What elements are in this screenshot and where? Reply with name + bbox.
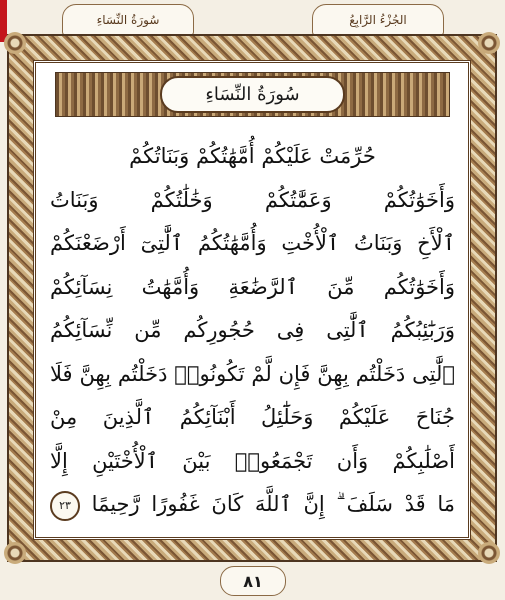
page-number: ٨١ bbox=[220, 566, 286, 596]
verse-line: حُرِّمَتْ عَلَيْكُمْ أُمَّهَٰتُكُمْ وَبَنَاتُكُمْ bbox=[129, 144, 376, 168]
verse-line: وَرَبَٰٓئِبُكُمُ ٱلَّٰتِى فِى حُجُورِكُم مِّن نِّسَآئِكُمُ bbox=[50, 318, 455, 342]
verse-line-last bbox=[50, 483, 455, 527]
frame-corner-ornament-top-left bbox=[4, 32, 26, 54]
verse-line: جُنَاحَ عَلَيْكُمْ وَحَلَٰٓئِلُ أَبْنَآئِكُمُ ٱلَّذِينَ مِنْ bbox=[50, 405, 455, 429]
frame-corner-ornament-bottom-right bbox=[478, 542, 500, 564]
verse-line: ٱلْأَخِ وَبَنَاتُ ٱلْأُخْتِ وَأُمَّهَٰتُكُمُ ٱلَّٰتِىٓ أَرْضَعْنَكُمْ bbox=[50, 231, 455, 255]
verse-text bbox=[50, 135, 455, 530]
verse-line-last-text: مَا قَدْ سَلَفَ ۗ إِنَّ ٱللَّهَ كَانَ غَفُورًا رَّحِيمًا bbox=[91, 492, 455, 516]
surah-banner-title: سُورَةُ النِّسَاءِ bbox=[160, 76, 345, 113]
verse-line: وَأَخَوَٰتُكُم مِّنَ ٱلرَّضَٰعَةِ وَأُمَّهَٰتُ نِسَآئِكُمْ bbox=[50, 274, 455, 299]
frame-corner-ornament-bottom-left bbox=[4, 542, 26, 564]
verse-line: أَصْلَٰبِكُمْ وَأَن تَجْمَعُوا۟ بَيْنَ ٱلْأُخْتَيْنِ إِلَّا bbox=[50, 448, 455, 473]
header-surah-name: سُورَةُ النِّسَاءِ bbox=[62, 4, 194, 36]
verse-line: ٱلَّٰتِى دَخَلْتُم بِهِنَّ فَإِن لَّمْ تَكُونُوا۟ دَخَلْتُم بِهِنَّ فَلَا bbox=[50, 361, 455, 386]
ayah-number-marker: ٢٣ bbox=[50, 491, 80, 521]
verse-line: وَأَخَوَٰتُكُمْ وَعَمَّٰتُكُمْ وَخَٰلَٰتُكُمْ وَبَنَاتُ bbox=[50, 187, 455, 212]
frame-corner-ornament-top-right bbox=[478, 32, 500, 54]
header-juz-label: الجُزْءُ الرَّابِعُ bbox=[312, 4, 444, 36]
